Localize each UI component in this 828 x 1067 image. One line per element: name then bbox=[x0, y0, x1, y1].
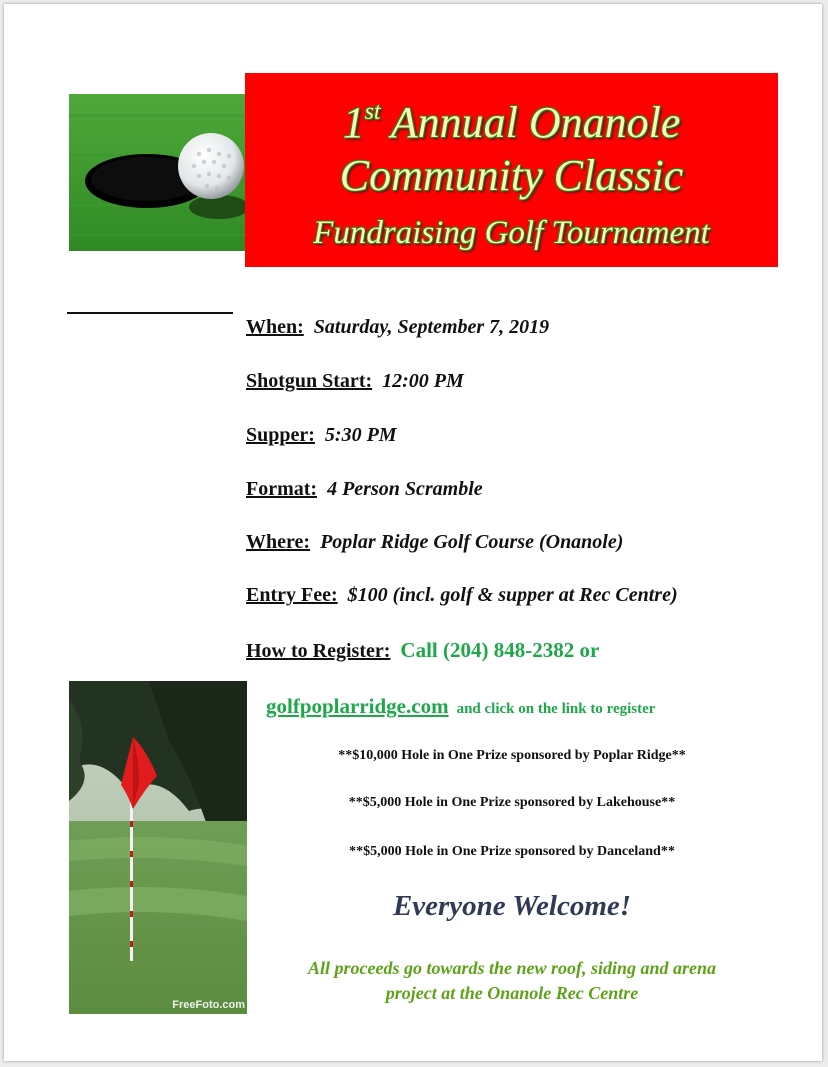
website-link[interactable]: golfpoplarridge.com bbox=[266, 694, 449, 718]
divider-line bbox=[67, 312, 233, 314]
prize-line: **$10,000 Hole in One Prize sponsored by Poplar Ridge** bbox=[338, 748, 686, 763]
register-phone: Call (204) 848-2382 or bbox=[400, 638, 600, 662]
proceeds-note bbox=[250, 956, 774, 1006]
detail-when bbox=[246, 316, 549, 339]
detail-shotgun-start bbox=[246, 370, 464, 393]
detail-label: Supper: bbox=[246, 424, 315, 446]
detail-value: Poplar Ridge Golf Course (Onanole) bbox=[320, 531, 624, 553]
detail-value: 5:30 PM bbox=[324, 424, 397, 446]
detail-value: $100 (incl. golf & supper at Rec Centre) bbox=[347, 584, 678, 606]
detail-label: Format: bbox=[246, 478, 318, 500]
flyer-page bbox=[4, 4, 822, 1061]
ordinal-suffix: st bbox=[364, 99, 381, 125]
link-instruction: and click on the link to register bbox=[456, 701, 656, 717]
detail-label: Entry Fee: bbox=[246, 584, 338, 606]
proceeds-line-2: project at the Onanole Rec Centre bbox=[385, 983, 639, 1003]
title-banner bbox=[245, 73, 778, 267]
detail-entry-fee bbox=[246, 584, 678, 607]
detail-supper bbox=[246, 424, 397, 447]
proceeds-line-1: All proceeds go towards the new roof, siding and arena bbox=[307, 958, 717, 978]
register-website-line bbox=[266, 694, 655, 719]
detail-label: Shotgun Start: bbox=[246, 370, 373, 392]
detail-where bbox=[246, 531, 623, 554]
title-line-1: 1st Annual Onanole bbox=[342, 98, 681, 147]
detail-format bbox=[246, 478, 483, 501]
title-line-2: Community Classic bbox=[339, 151, 684, 200]
prize-line: **$5,000 Hole in One Prize sponsored by Lakehouse** bbox=[348, 795, 676, 810]
prize-line: **$5,000 Hole in One Prize sponsored by Danceland** bbox=[349, 844, 675, 859]
welcome-heading: Everyone Welcome! bbox=[392, 890, 632, 922]
detail-label: Where: bbox=[246, 531, 311, 553]
detail-label: How to Register: bbox=[246, 640, 391, 662]
golf-ball-photo bbox=[69, 94, 247, 251]
photo-credit: FreeFoto.com bbox=[172, 999, 245, 1011]
detail-value: Saturday, September 7, 2019 bbox=[313, 316, 550, 338]
golf-flag-photo bbox=[69, 681, 247, 1014]
detail-value: 12:00 PM bbox=[382, 370, 464, 392]
detail-how-to-register bbox=[246, 638, 599, 663]
detail-value: 4 Person Scramble bbox=[327, 478, 483, 500]
title-line-3: Fundraising Golf Tournament bbox=[313, 215, 710, 251]
detail-label: When: bbox=[246, 316, 304, 338]
